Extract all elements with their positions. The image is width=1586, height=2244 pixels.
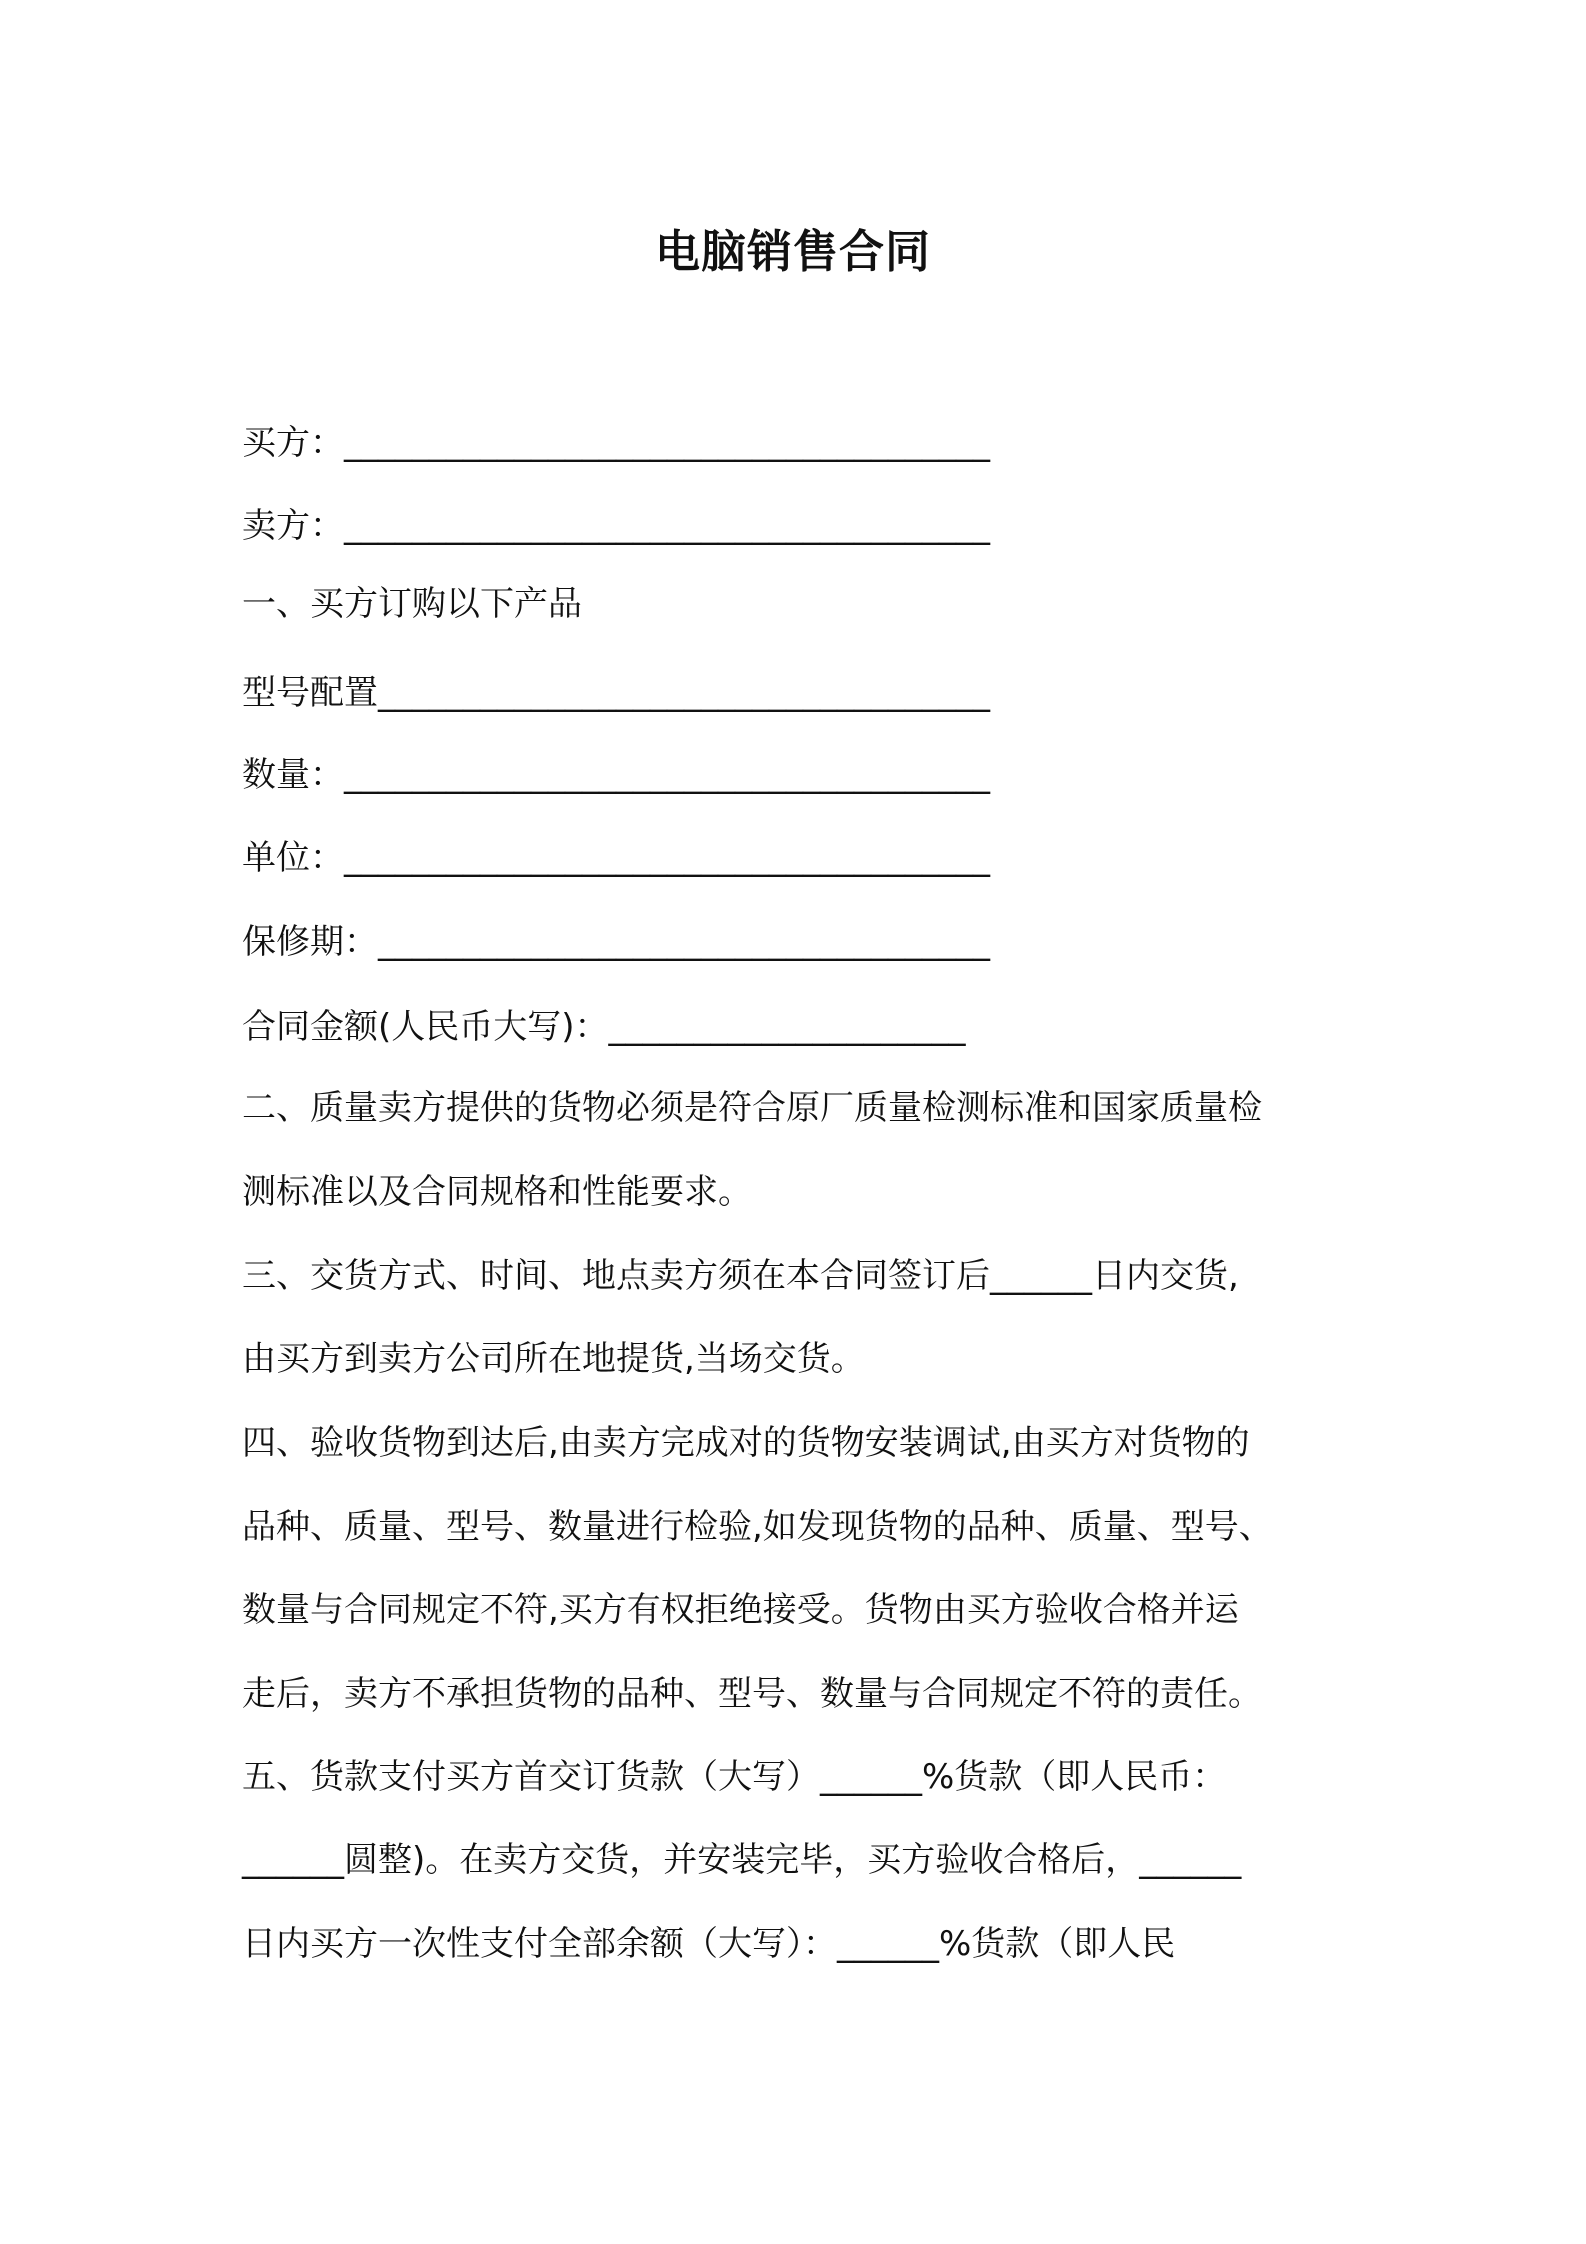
document-title: 电脑销售合同	[654, 225, 931, 278]
quantity-line: 数量：______________________________________	[242, 755, 990, 795]
section-4-line-3: 数量与合同规定不符,买方有权拒绝接受。货物由买方验收合格并运	[242, 1590, 1239, 1630]
section-2-line-2: 测标准以及合同规格和性能要求。	[242, 1172, 752, 1212]
section-1-heading: 一、买方订购以下产品	[242, 584, 582, 624]
model-config-line: 型号配置____________________________________	[242, 673, 990, 713]
section-3-line-1: 三、交货方式、时间、地点卖方须在本合同签订后______日内交货,	[242, 1256, 1239, 1296]
contract-amount-line: 合同金额(人民币大写)：_____________________	[242, 1007, 966, 1047]
section-2-line-1: 二、质量卖方提供的货物必须是符合原厂质量检测标准和国家质量检	[242, 1088, 1262, 1128]
unit-line: 单位：______________________________________	[242, 838, 990, 878]
section-4-line-2: 品种、质量、型号、数量进行检验,如发现货物的品种、质量、型号、	[242, 1507, 1273, 1547]
section-5-line-2: ______圆整)。在卖方交货，并安装完毕，买方验收合格后，______	[242, 1840, 1242, 1880]
section-4-line-1: 四、验收货物到达后,由卖方完成对的货物安装调试,由买方对货物的	[242, 1423, 1250, 1463]
section-5-line-3: 日内买方一次性支付全部余额（大写）：______%货款（即人民	[242, 1924, 1176, 1964]
section-5-line-1: 五、货款支付买方首交订货款（大写）______%货款（即人民币：	[242, 1757, 1227, 1797]
warranty-line: 保修期：____________________________________	[242, 922, 990, 962]
buyer-line: 买方：______________________________________	[242, 423, 990, 463]
section-4-line-4: 走后，卖方不承担货物的品种、型号、数量与合同规定不符的责任。	[242, 1674, 1262, 1714]
section-3-line-2: 由买方到卖方公司所在地提货,当场交货。	[242, 1339, 865, 1379]
seller-line: 卖方：______________________________________	[242, 506, 990, 546]
